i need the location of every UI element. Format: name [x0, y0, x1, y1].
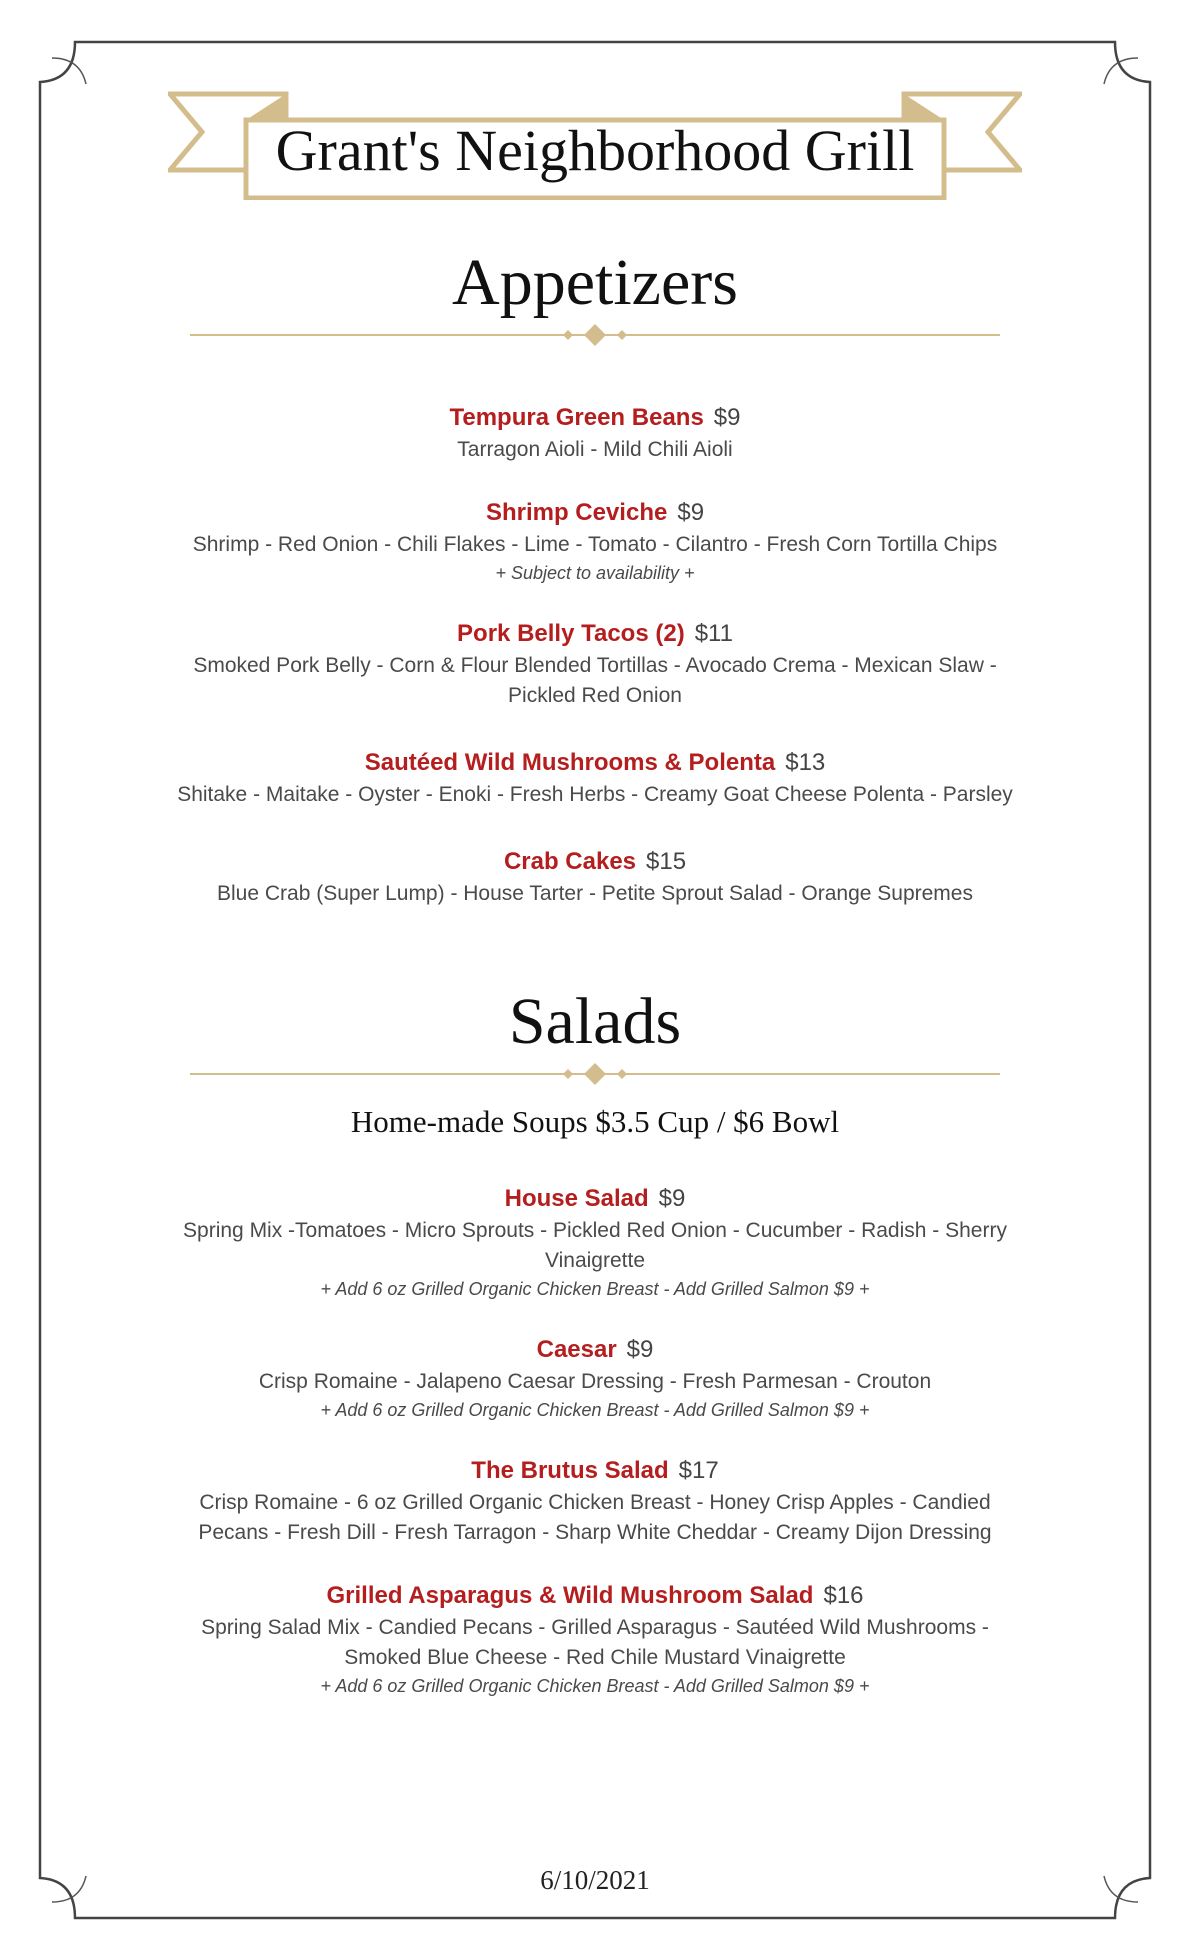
menu-item: [150, 402, 1040, 465]
item-price: $15: [646, 848, 687, 875]
menu-item: [150, 747, 1040, 810]
soups-note: Home-made Soups $3.5 Cup / $6 Bowl: [350, 1104, 840, 1139]
item-description: Spring Salad Mix - Candied Pecans - Grilled Asparagus - Sautéed Wild Mushrooms - Smoked Blue Cheese - Red Chile Mustard Vinaigrette: [201, 1616, 989, 1669]
menu-item: [150, 497, 1040, 586]
item-description: Spring Mix -Tomatoes - Micro Sprouts - Pickled Red Onion - Cucumber - Radish - Sherry Vinaigrette: [183, 1219, 1007, 1272]
item-price: $9: [658, 1185, 686, 1212]
item-description: Shrimp - Red Onion - Chili Flakes - Lime - Tomato - Cilantro - Fresh Corn Tortilla Chips: [192, 533, 998, 556]
item-name: Shrimp Ceviche: [485, 499, 668, 526]
item-description: Tarragon Aioli - Mild Chili Aioli: [457, 438, 733, 461]
menu-item: [150, 846, 1040, 909]
item-price: $13: [785, 749, 826, 776]
item-price: $11: [694, 620, 733, 647]
appetizers-list: [150, 402, 1040, 909]
item-note: + Add 6 oz Grilled Organic Chicken Breast - Add Grilled Salmon $9 +: [320, 1400, 870, 1420]
item-note: + Add 6 oz Grilled Organic Chicken Breast - Add Grilled Salmon $9 +: [320, 1676, 870, 1696]
item-name: Crab Cakes: [503, 848, 637, 875]
menu-item: [150, 1334, 1040, 1423]
menu-item: [150, 1580, 1040, 1699]
item-price: $9: [677, 499, 705, 526]
item-name: Grilled Asparagus & Wild Mushroom Salad: [326, 1582, 814, 1609]
menu-item: [150, 1455, 1040, 1548]
item-description: Blue Crab (Super Lump) - House Tarter - Petite Sprout Salad - Orange Supremes: [217, 882, 973, 905]
menu-date: 6/10/2021: [540, 1865, 650, 1895]
item-description: Smoked Pork Belly - Corn & Flour Blended Tortillas - Avocado Crema - Mexican Slaw - Pickled Red Onion: [193, 654, 997, 707]
item-price: $16: [823, 1582, 864, 1609]
item-price: $9: [713, 404, 741, 431]
menu-item: [150, 1183, 1040, 1302]
item-price: $9: [626, 1336, 654, 1363]
section-title-appetizers: Appetizers: [452, 246, 738, 319]
menu-item: [150, 618, 1040, 711]
section-title-salads: Salads: [508, 985, 682, 1058]
item-description: Crisp Romaine - 6 oz Grilled Organic Chicken Breast - Honey Crisp Apples - Candied Pecans - Fresh Dill - Fresh Tarragon - Sharp White Cheddar - Creamy Dijon Dressing: [198, 1491, 992, 1544]
item-name: Tempura Green Beans: [449, 404, 704, 431]
item-name: Pork Belly Tacos (2): [457, 620, 685, 647]
item-description: Crisp Romaine - Jalapeno Caesar Dressing - Fresh Parmesan - Crouton: [258, 1370, 932, 1393]
item-name: Caesar: [536, 1336, 617, 1363]
item-price: $17: [678, 1457, 719, 1484]
item-description: Shitake - Maitake - Oyster - Enoki - Fresh Herbs - Creamy Goat Cheese Polenta - Parsley: [177, 783, 1013, 806]
item-name: Sautéed Wild Mushrooms & Polenta: [364, 749, 776, 776]
restaurant-name: Grant's Neighborhood Grill: [275, 118, 915, 183]
item-note: + Subject to availability +: [495, 563, 695, 583]
item-name: The Brutus Salad: [471, 1457, 669, 1484]
appetizers-divider: [190, 323, 1000, 347]
salads-divider: [190, 1062, 1000, 1086]
salads-list: [150, 1183, 1040, 1699]
item-name: House Salad: [504, 1185, 649, 1212]
item-note: + Add 6 oz Grilled Organic Chicken Breast - Add Grilled Salmon $9 +: [320, 1279, 870, 1299]
